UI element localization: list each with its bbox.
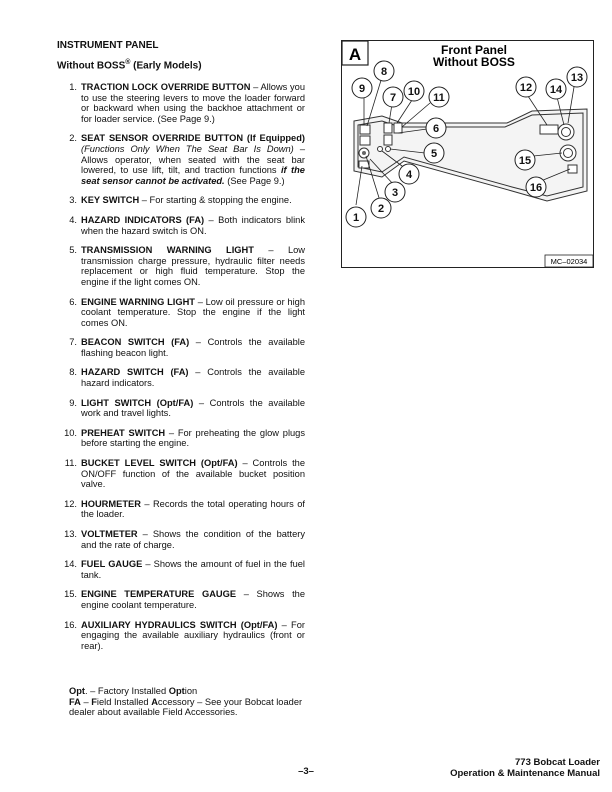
list-item: 1. TRACTION LOCK OVERRIDE BUTTON – Allows you to use the steering levers to move the loader forward or backward when using the backhoe attachment or for loader service. (See Page 9.) bbox=[69, 82, 305, 124]
list-item: 9. LIGHT SWITCH (Opt/FA) – Controls the available work and travel lights. bbox=[69, 397, 305, 419]
list-item: 6. ENGINE WARNING LIGHT – Low oil pressure or high coolant temperature. Stop the engine if the light comes ON. bbox=[69, 296, 305, 328]
callout-12: 12 bbox=[519, 82, 533, 94]
list-item: 8. HAZARD SWITCH (FA) – Controls the available hazard indicators. bbox=[69, 367, 306, 389]
list-item: 5. TRANSMISSION WARNING LIGHT – Low transmission charge pressure, hydraulic filter needs replacement or high fluid temperature. Stop the engine if the light comes ON. bbox=[69, 245, 305, 287]
list-item: 2. SEAT SENSOR OVERRIDE BUTTON (If Equipped) (Functions Only When The Seat Bar Is Down) – Allows operator, when seated with the seat bar lowered, to use lift, tilt, and traction functions if the seat sensor cannot be activated. (See Page 9.) bbox=[69, 133, 305, 186]
section-title: INSTRUMENT PANEL bbox=[57, 40, 159, 51]
instrument-list bbox=[57, 82, 305, 651]
callout-3: 3 bbox=[391, 187, 399, 199]
callout-1: 1 bbox=[352, 212, 360, 224]
callout-13: 13 bbox=[570, 72, 584, 84]
callout-10: 10 bbox=[407, 86, 421, 98]
callout-2: 2 bbox=[377, 203, 385, 215]
front-panel-illustration bbox=[342, 41, 595, 269]
figure-title-1: Front Panel bbox=[440, 43, 508, 57]
note-opt: Opt. – Factory Installed Option bbox=[69, 686, 198, 696]
note-fa: FA – Field Installed Accessory – See your Bobcat loader dealer about available Field Accessories. bbox=[69, 696, 303, 718]
list-item: 12. HOURMETER – Records the total operating hours of the loader. bbox=[64, 498, 305, 520]
front-panel-figure bbox=[341, 40, 594, 268]
list-item: 7. BEACON SWITCH (FA) – Controls the available flashing beacon light. bbox=[69, 337, 305, 358]
callout-9: 9 bbox=[358, 83, 366, 95]
page-number: –3– bbox=[298, 766, 314, 777]
list-item: 15. ENGINE TEMPERATURE GAUGE – Shows the engine coolant temperature. bbox=[64, 589, 306, 610]
list-item: 13. VOLTMETER – Shows the condition of the battery and the rate of charge. bbox=[64, 529, 305, 550]
list-item: 4. HAZARD INDICATORS (FA) – Both indicators blink when the hazard switch is ON. bbox=[69, 214, 305, 236]
callout-5: 5 bbox=[430, 148, 438, 160]
figure-title-2: Without BOSS bbox=[433, 55, 515, 69]
manual-title: 773 Bobcat Loader Operation & Maintenance Manual bbox=[450, 757, 600, 779]
list-item: 11. BUCKET LEVEL SWITCH (Opt/FA) – Controls the ON/OFF function of the available bucket position valve. bbox=[64, 458, 306, 490]
figure-code: MC–02034 bbox=[550, 257, 588, 266]
callout-14: 14 bbox=[549, 84, 563, 96]
list-item: 14. FUEL GAUGE – Shows the amount of fuel in the fuel tank. bbox=[64, 559, 306, 580]
subsection-title: Without BOSS® (Early Models) bbox=[57, 59, 202, 72]
callout-11: 11 bbox=[433, 92, 445, 104]
callout-16: 16 bbox=[529, 182, 543, 194]
callout-6: 6 bbox=[432, 123, 440, 135]
callout-7: 7 bbox=[389, 92, 397, 104]
list-item: 3. KEY SWITCH – For starting & stopping the engine. bbox=[69, 195, 292, 206]
callout-15: 15 bbox=[518, 155, 532, 167]
figure-letter: A bbox=[348, 45, 362, 64]
callout-4: 4 bbox=[405, 169, 413, 181]
callout-8: 8 bbox=[380, 66, 388, 78]
abbreviation-notes bbox=[69, 686, 309, 718]
list-item: 10. PREHEAT SWITCH – For preheating the glow plugs before starting the engine. bbox=[64, 427, 305, 449]
list-item: 16. AUXILIARY HYDRAULICS SWITCH (Opt/FA) – For engaging the available auxiliary hydraulics (front or rear). bbox=[64, 619, 305, 651]
